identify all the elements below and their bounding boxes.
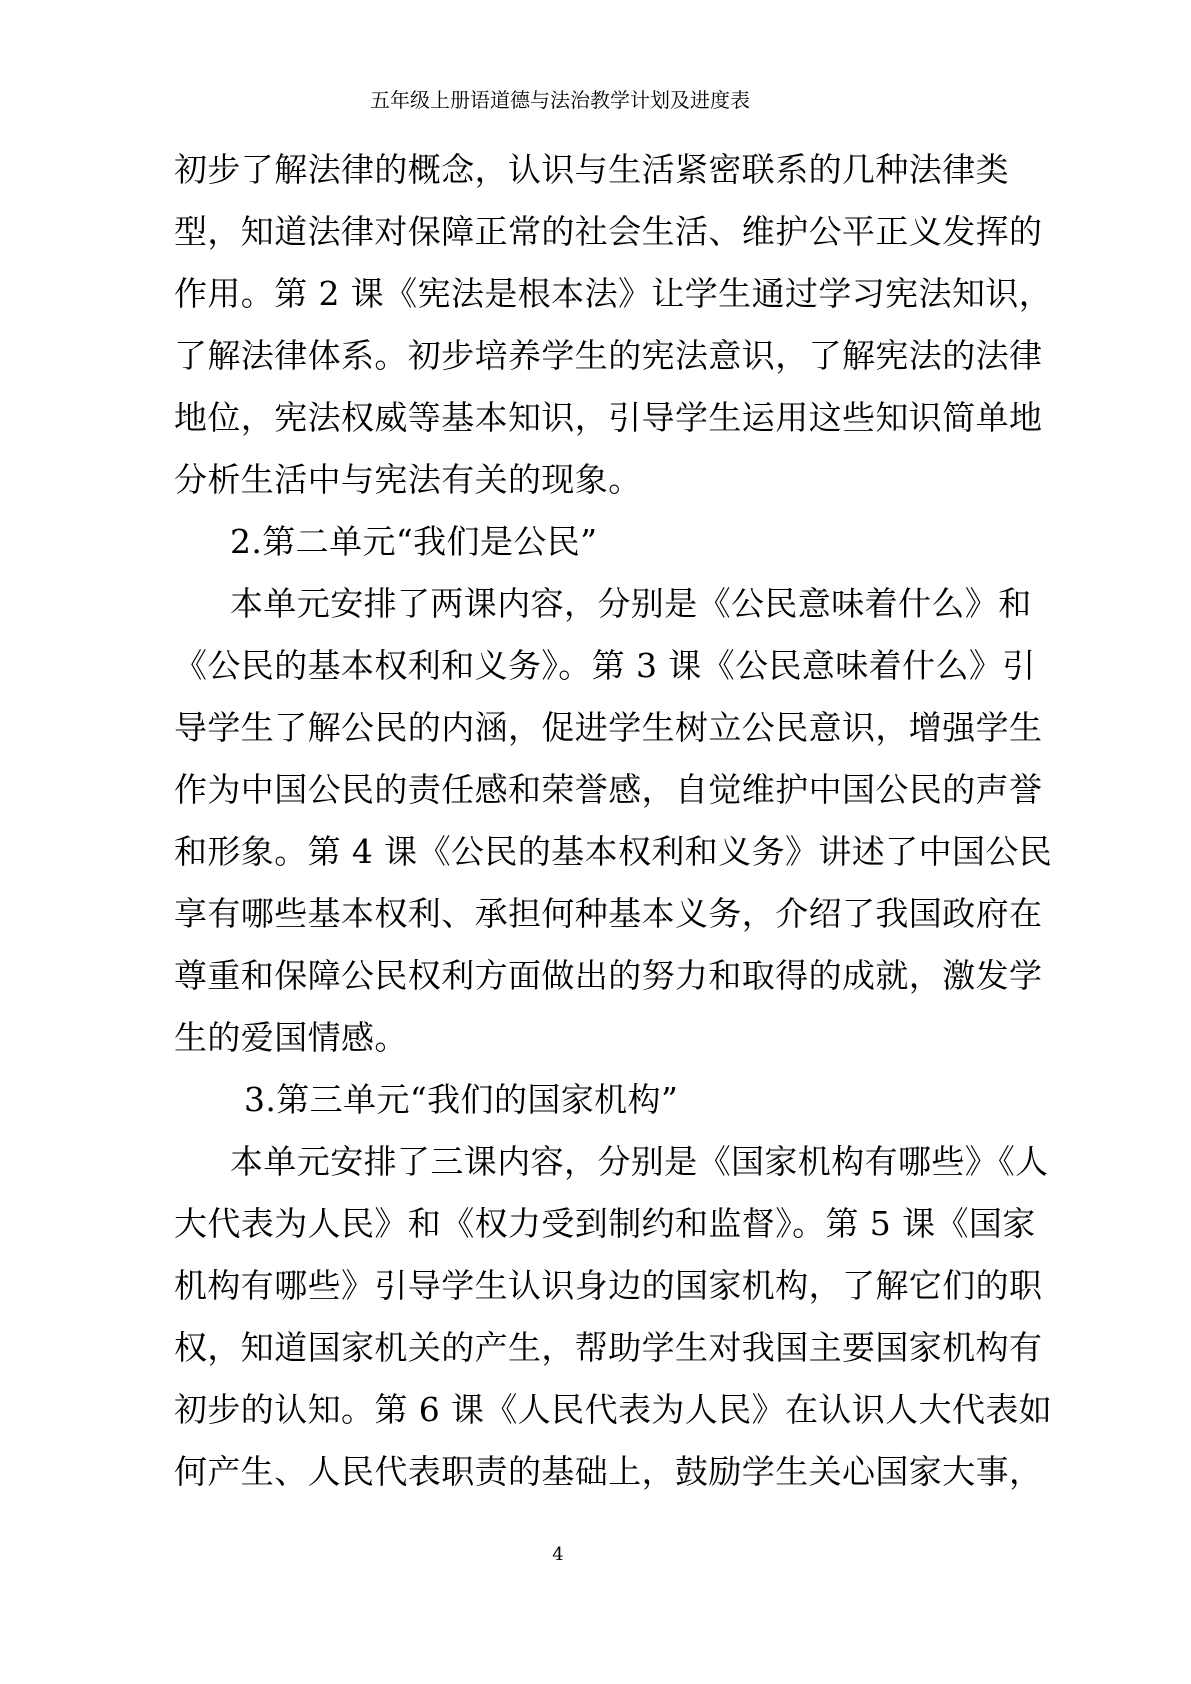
body-line: 《公民的基本权利和义务》。第 3 课《公民意味着什么》引 (174, 646, 1036, 685)
body-line: 作用。第 2 课《宪法是根本法》让学生通过学习宪法知识， (174, 274, 1053, 313)
paragraph (174, 139, 1079, 511)
body-line: 了解法律体系。初步培养学生的宪法意识，了解宪法的法律 (174, 336, 1043, 375)
body-line: 作为中国公民的责任感和荣誉感，自觉维护中国公民的声誉 (174, 770, 1043, 809)
section-heading: 3.第三单元“我们的国家机构” (244, 1080, 679, 1119)
section-heading: 2.第二单元“我们是公民” (230, 522, 598, 561)
body-line: 型，知道法律对保障正常的社会生活、维护公平正义发挥的 (174, 212, 1043, 251)
page-header-title: 五年级上册语道德与法治教学计划及进度表 (370, 88, 750, 112)
body-line: 大代表为人民》和《权力受到制约和监督》。第 5 课《国家 (174, 1204, 1036, 1243)
body-line: 生的爱国情感。 (174, 1018, 408, 1057)
paragraph (174, 573, 1079, 1069)
paragraph (174, 1131, 1079, 1503)
body-line: 本单元安排了三课内容，分别是《国家机构有哪些》《人 (230, 1142, 1049, 1181)
body-line: 本单元安排了两课内容，分别是《公民意味着什么》和 (230, 584, 1032, 623)
body-line: 和形象。第 4 课《公民的基本权利和义务》讲述了中国公民 (174, 832, 1053, 871)
body-line: 导学生了解公民的内涵，促进学生树立公民意识，增强学生 (174, 708, 1043, 747)
body-line: 初步了解法律的概念，认识与生活紧密联系的几种法律类 (174, 150, 1009, 189)
body-line: 地位，宪法权威等基本知识，引导学生运用这些知识简单地 (174, 398, 1043, 437)
body-line: 分析生活中与宪法有关的现象。 (174, 460, 642, 499)
body-line: 享有哪些基本权利、承担何种基本义务，介绍了我国政府在 (174, 894, 1043, 933)
body-line: 尊重和保障公民权利方面做出的努力和取得的成就，激发学 (174, 956, 1043, 995)
body-line: 权，知道国家机关的产生，帮助学生对我国主要国家机构有 (174, 1328, 1043, 1367)
body-line: 何产生、人民代表职责的基础上，鼓励学生关心国家大事， (174, 1452, 1043, 1491)
body-line: 机构有哪些》引导学生认识身边的国家机构，了解它们的职 (174, 1266, 1043, 1305)
page-number: 4 (552, 1544, 564, 1565)
document-body (174, 139, 1079, 1503)
body-line: 初步的认知。第 6 课《人民代表为人民》在认识人大代表如 (174, 1390, 1053, 1429)
